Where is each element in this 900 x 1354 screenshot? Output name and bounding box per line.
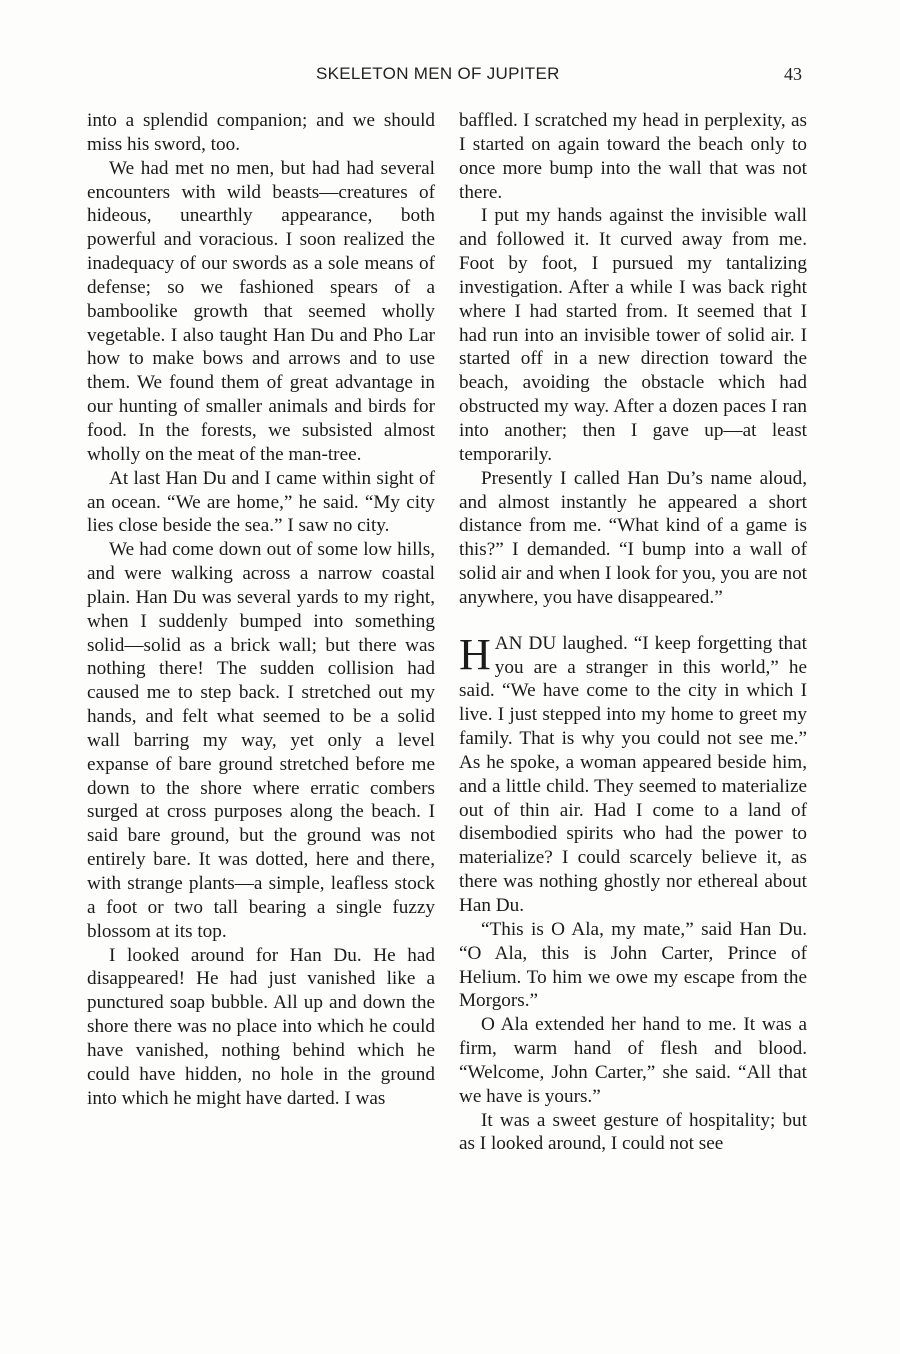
- paragraph: We had met no men, but had had several encounters with wild beasts—creatures of hideous, unearthly appearance, both powerful and voracious. I soon realized the inadequacy of our swords as a sole means of defense; so we fashioned spears of a bamboolike growth that seemed wholly vegetable. I also taught Han Du and Pho Lar how to make bows and arrows and to use them. We found them of great advantage in our hunting of smaller animals and birds for food. In the forests, we subsisted almost wholly on the meat of the man-tree.: [87, 157, 435, 465]
- paragraph: I looked around for Han Du. He had disappeared! He had just vanished like a punctured soap bubble. All up and down the shore there was no place into which he could have vanished, nothing behind which he could have hidden, no hole in the ground into which he might have darted. I was: [87, 944, 435, 1109]
- page-number: 43: [784, 64, 802, 84]
- paragraph: At last Han Du and I came within sight of an ocean. “We are home,” he said. “My city lies close beside the sea.” I saw no city.: [87, 467, 435, 537]
- paragraph: It was a sweet gesture of hospitality; but as I looked around, I could not see: [459, 1109, 807, 1155]
- paragraph: We had come down out of some low hills, and were walking across a narrow coastal plain. Han Du was several yards to my right, when I suddenly bumped into something solid—solid as a brick wall; but there was nothing there! The sudden collision had caused me to step back. I stretched out my hands, and felt what seemed to be a solid wall barring my way, yet only a level expanse of bare ground stretched before me down to the shore where erratic combers surged at cross purposes along the beach. I said bare ground, but the ground was not entirely bare. It was dotted, here and there, with strange plants—a simple, leafless stock a foot or two tall bearing a single fuzzy blossom at its top.: [87, 539, 435, 942]
- paragraph: “This is O Ala, my mate,” said Han Du. “O Ala, this is John Carter, Prince of Helium. To him we owe my escape from the Morgors.”: [459, 918, 807, 1012]
- paragraph: baffled. I scratched my head in perplexity, as I started on again toward the beach only to once more bump into the wall that was not there.: [459, 110, 807, 203]
- paragraph: Presently I called Han Du’s name aloud, and almost instantly he appeared a short distance from me. “What kind of a game is this?” I demanded. “I bump into a wall of solid air and when I look for you, you are not anywhere, you have disappeared.”: [459, 467, 807, 608]
- section-opening-paragraph: [459, 629, 807, 918]
- paragraph: I put my hands against the invisible wall and followed it. It curved away from me. Foot by foot, I pursued my tantalizing investigation. After a while I was back right where I had started from. It seemed that I had run into an invisible tower of solid air. I started off in a new direction toward the beach, avoiding the obstacle which had obstructed my way. After a dozen paces I ran into another; then I gave up—at least temporarily.: [459, 205, 807, 465]
- running-title: SKELETON MEN OF JUPITER: [316, 64, 560, 83]
- drop-cap: H: [459, 629, 491, 679]
- paragraph: into a splendid companion; and we should miss his sword, too.: [87, 110, 435, 155]
- paragraph: O Ala extended her hand to me. It was a firm, warm hand of flesh and blood. “Welcome, John Carter,” she said. “All that we have is yours.”: [459, 1014, 807, 1107]
- left-column: [87, 109, 435, 1110]
- running-header: [0, 64, 900, 88]
- paragraph-text: AN DU laughed. “I keep forgetting that you are a stranger in this world,” he said. “We have come to the city in which I live. I just stepped into my home to greet my family. That is why you could not see me.” As he spoke, a woman appeared beside him, and a little child. They seemed to materialize out of thin air. Had I come to a land of disembodied spirits who had the power to materialize? I could scarcely believe it, as there was nothing ghostly nor ethereal about Han Du.: [459, 632, 807, 916]
- right-column: [459, 109, 807, 1156]
